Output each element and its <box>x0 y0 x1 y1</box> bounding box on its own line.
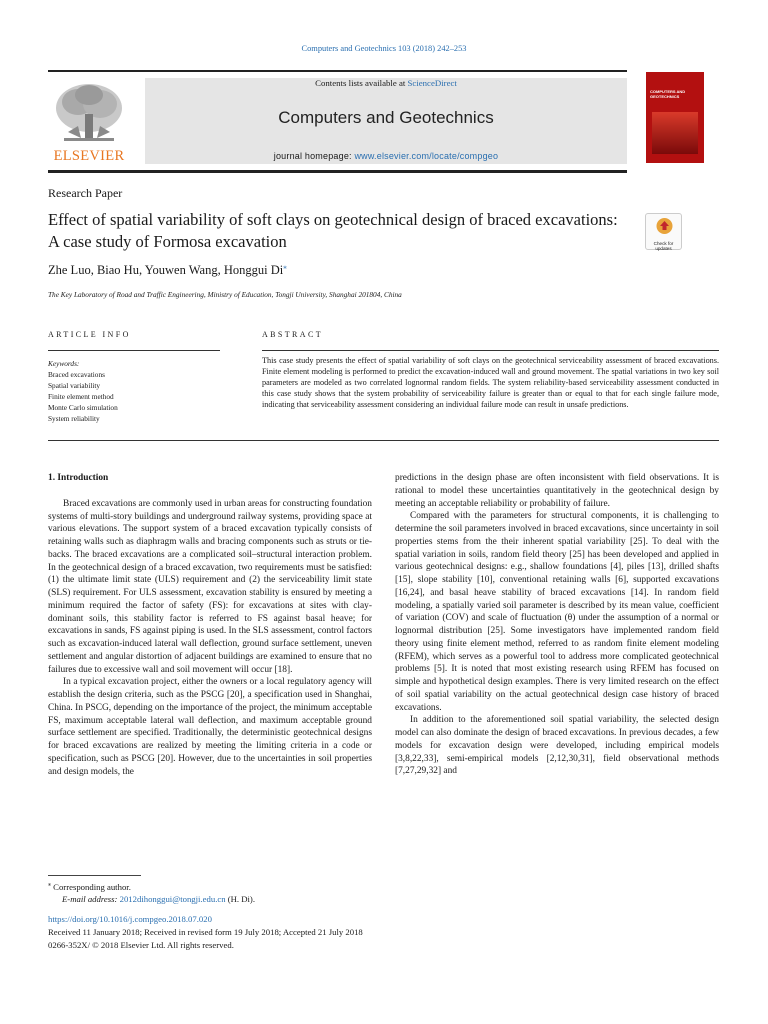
footnote-rule <box>48 875 141 876</box>
keyword-item: Spatial variability <box>48 381 101 390</box>
keyword-item: System reliability <box>48 414 100 423</box>
journal-cover <box>646 72 704 163</box>
journal-homepage: journal homepage: www.elsevier.com/locate/compgeo <box>273 151 499 161</box>
authors: Zhe Luo, Biao Hu, Youwen Wang, Honggui Di⁎ <box>48 263 287 278</box>
introduction-heading: 1. Introduction <box>48 473 109 483</box>
article-info-rule <box>48 350 220 351</box>
body-paragraph: predictions in the design phase are often inconsistent with field observations. It is rational to model these uncertainties quantitatively in the geotechnical design by meeting an acceptable reliability or probability of failure. <box>395 473 719 509</box>
corresponding-author-footnote: ⁎ Corresponding author. <box>48 881 131 892</box>
elsevier-logo <box>48 78 130 164</box>
journal-title: Computers and Geotechnics <box>278 108 494 127</box>
article-info-heading: ARTICLE INFO <box>48 330 131 339</box>
keywords-block <box>48 358 118 424</box>
keyword-item: Braced excavations <box>48 370 105 379</box>
keywords-label: Keywords: <box>48 359 80 368</box>
journal-reference[interactable]: Computers and Geotechnics 103 (2018) 242–253 <box>301 44 467 53</box>
body-paragraph: In a typical excavation project, either the owners or a local regulatory agency will establish the design criteria, such as the PSCG [20], a specification used in Shanghai, China. In PSCG, depending on the importance of the project, the minimum acceptable FS, maximum acceptable lateral wall deflection, and maximum acceptable ground surface settlement are specified. Traditionally, the deterministic geotechnical designs for braced excavations are realized by meeting the limiting criteria in a code or specification, such as PSCG [20]. However, due to the uncertainties in soil properties and design models, the <box>48 677 372 777</box>
update-icon <box>646 214 683 236</box>
body-paragraph: In addition to the aforementioned soil spatial variability, the selected design model can also dominate the design of braced excavations. In previous decades, a few models for excavation design were developed, including empirical models [3,8,22,33], semi-empirical models [2,12,30,31], field observational methods [7,27,29,32] and <box>395 715 719 777</box>
body-right-column <box>395 472 719 778</box>
body-paragraph: Braced excavations are commonly used in urban areas for constructing foundation systems of multi-story buildings and underground railway systems, providing space at various elevations. The support system of a braced excavation typically consists of retaining walls such as diaphragm walls and bracing components such as struts or tie-backs. The braced excavations are a complicated soil–structural interaction problem. In the geotechnical design of a braced excavation, two requirements must be satisfied: (1) the ultimate limit state (ULS) requirement and (2) the serviceability limit state (SLS) requirement. For ULS assessment, excavation stability is ensured by meeting a minimum required the factor of safety (FS): for excavations at sites with clay-dominant soils, this stability factor is referred to FS against basal heave; for excavations in sands, FS against piping is used. In the SLS assessment, control factors such as excavation-induced lateral wall deflection, ground surface settlement, uneven settlement and angular distortion of adjacent buildings are examined to ensure that no failures due to excessive wall and soil movement will occur [18]. <box>48 498 372 675</box>
check-for-updates-badge[interactable] <box>645 213 682 250</box>
header-bottom-rule <box>48 170 627 173</box>
affiliation: The Key Laboratory of Road and Traffic Engineering, Ministry of Education, Tongji University, Shanghai 201804, China <box>48 290 402 299</box>
badge-label: Check for updates <box>653 241 674 251</box>
keyword-item: Finite element method <box>48 392 114 401</box>
homepage-link[interactable]: www.elsevier.com/locate/compgeo <box>354 151 499 161</box>
publisher-wordmark: ELSEVIER <box>53 148 125 164</box>
corresponding-author-mark[interactable]: ⁎ <box>283 263 287 271</box>
keyword-item: Monte Carlo simulation <box>48 403 118 412</box>
sciencedirect-link[interactable]: ScienceDirect <box>407 78 457 88</box>
abstract-bottom-rule <box>48 440 719 441</box>
header-top-rule <box>48 70 627 72</box>
abstract-rule <box>262 350 719 351</box>
received-dates: Received 11 January 2018; Received in revised form 19 July 2018; Accepted 21 July 2018 <box>48 927 363 937</box>
abstract-heading: ABSTRACT <box>262 330 323 339</box>
copyright: 0266-352X/ © 2018 Elsevier Ltd. All rights reserved. <box>48 940 234 950</box>
email-footnote: E-mail address: 2012dihonggui@tongji.edu.cn (H. Di). <box>62 894 255 904</box>
doi-link[interactable]: https://doi.org/10.1016/j.compgeo.2018.07.020 <box>48 914 212 924</box>
email-link[interactable]: 2012dihonggui@tongji.edu.cn <box>119 894 226 904</box>
body-left-column <box>48 472 372 778</box>
cover-image <box>652 112 698 154</box>
abstract-text: This case study presents the effect of spatial variability of soft clays on the geotechnical serviceability assessment of braced excavations. Finite element modeling is performed to predict the excavation-induced wall and ground movement. The spatial variations in two key soil parameters are modeled as two correlated lognormal random fields. The system reliability-based serviceability assessment conducted in this case study shows that the system probability of serviceability failure is greater than or equal to that for each single failure mode, indicating that serviceability assessment considering an individual failure mode can result in unsafe predictions. <box>262 356 719 410</box>
paper-type: Research Paper <box>48 186 123 200</box>
paper-title: Effect of spatial variability of soft clays on geotechnical design of braced excavations: A case study of Formosa excavation <box>48 210 618 251</box>
body-paragraph: Compared with the parameters for structural components, it is challenging to determine the soil parameters involved in braced excavations, since uncertainty in soil properties stems from the their inherent spatial variability [25]. To deal with the spatial variation in soils, random field theory [25] has been developed and applied in various geotechnical designs: e.g., shallow foundations [4], piles [13], drilled shafts [15], slope stability [10], conventional retaining walls [6], supported excavations [16,24], and basal heave stability of braced excavations [14]. In random field modeling, a spatially varied soil parameter is described by its mean value, coefficient of variation (COV) and scale of fluctuation (θ) under the assumption of a normal or lognormal distribution [25]. Some investigators have implemented random field theory using finite element method, referred to as random finite element modeling (RFEM), which serves as a powerful tool to address more complicated geotechnical problems [5]. It is noted that most existing research using RFEM has focused on simple and hypothetical design examples. There is very limited research on the effect of soil spatial variability on the actual geotechnical design case history of braced excavations. <box>395 511 719 713</box>
contents-line: Contents lists available at ScienceDirect <box>315 78 457 88</box>
cover-title: COMPUTERS AND GEOTECHNICS <box>650 89 686 99</box>
